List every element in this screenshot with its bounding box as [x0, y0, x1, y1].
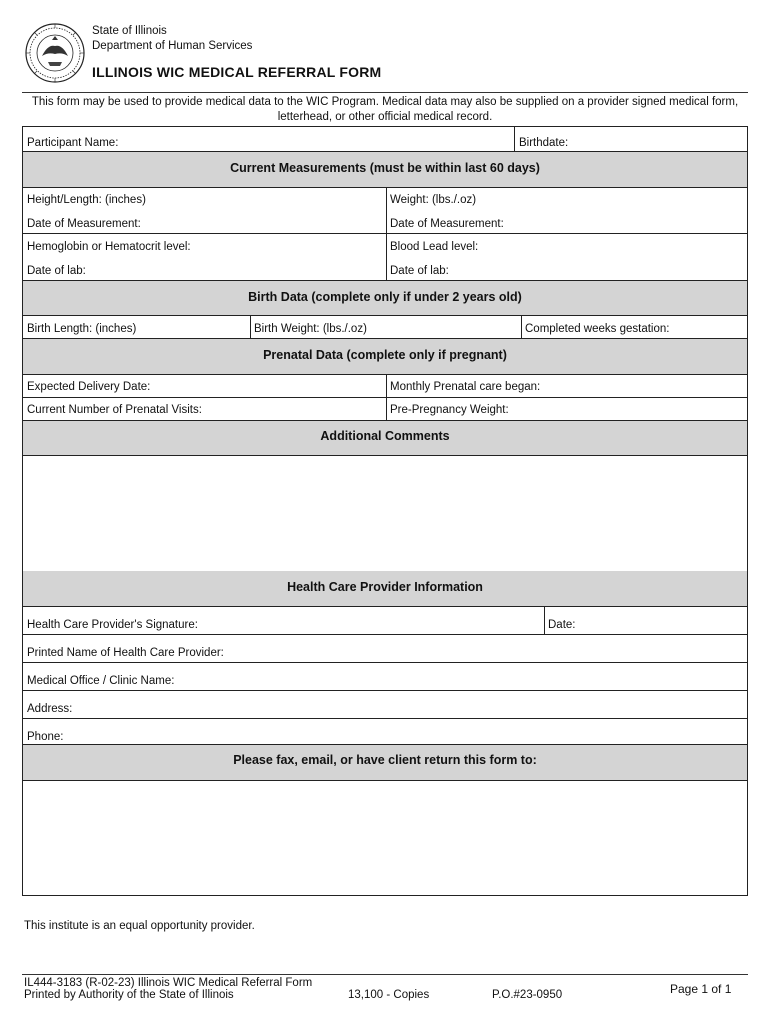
birth-data-heading [23, 280, 747, 316]
delivery-date-field[interactable] [23, 375, 385, 397]
clinic-name-label: Medical Office / Clinic Name: [27, 675, 175, 687]
lead-field[interactable] [387, 234, 747, 279]
gestation-field[interactable] [522, 316, 747, 338]
form-number: IL444-3183 (R-02-23) Illinois WIC Medical Referral Form [24, 977, 313, 989]
equal-opportunity-statement: This institute is an equal opportunity provider. [24, 920, 255, 932]
birth-length-field[interactable] [23, 316, 249, 338]
height-date-label: Date of Measurement: [27, 218, 141, 230]
weight-label: Weight: (lbs./.oz) [390, 194, 477, 206]
return-to-field[interactable] [23, 781, 747, 895]
weight-date-label: Date of Measurement: [390, 218, 504, 230]
prenatal-care-label: Monthly Prenatal care began: [390, 381, 541, 393]
prenatal-visits-field[interactable] [23, 398, 385, 420]
address-field[interactable] [23, 691, 747, 718]
return-to-heading-text: Please fax, email, or have client return this form to: [233, 753, 537, 767]
participant-name-field[interactable] [23, 127, 513, 151]
page-number: Page 1 of 1 [670, 982, 732, 996]
provider-date-label: Date: [548, 619, 576, 631]
agency-block [92, 24, 252, 54]
birth-weight-label: Birth Weight: (lbs./.oz) [254, 323, 367, 335]
phone-label: Phone: [27, 731, 64, 743]
weight-field[interactable] [387, 188, 747, 233]
provider-date-field[interactable] [545, 607, 747, 634]
current-measurements-heading-text: Current Measurements (must be within last 60 days) [230, 161, 540, 175]
prepregnancy-weight-field[interactable] [387, 398, 747, 420]
copies-count: 13,100 - Copies [348, 989, 430, 1001]
birth-length-label: Birth Length: (inches) [27, 323, 137, 335]
current-measurements-heading [23, 151, 747, 188]
provider-signature-label: Health Care Provider's Signature: [27, 619, 198, 631]
prepregnancy-weight-label: Pre-Pregnancy Weight: [390, 404, 509, 416]
additional-comments-field[interactable] [23, 456, 747, 571]
form-title: ILLINOIS WIC MEDICAL REFERRAL FORM [92, 64, 382, 80]
header-divider [22, 92, 748, 93]
height-label: Height/Length: (inches) [27, 194, 146, 206]
referral-form-table [22, 126, 748, 896]
printed-name-field[interactable] [23, 635, 747, 662]
hemoglobin-label: Hemoglobin or Hematocrit level: [27, 241, 191, 253]
lead-date-label: Date of lab: [390, 265, 449, 277]
delivery-date-label: Expected Delivery Date: [27, 381, 151, 393]
return-to-heading [23, 744, 747, 781]
printed-name-label: Printed Name of Health Care Provider: [27, 647, 224, 659]
provider-info-heading [23, 571, 747, 607]
birthdate-field[interactable] [515, 127, 747, 151]
participant-name-label: Participant Name: [27, 137, 119, 149]
state-name: State of Illinois [92, 25, 167, 37]
hemoglobin-field[interactable] [23, 234, 385, 279]
hemoglobin-date-label: Date of lab: [27, 265, 86, 277]
provider-signature-field[interactable] [23, 607, 543, 634]
prenatal-data-heading [23, 338, 747, 375]
birthdate-label: Birthdate: [519, 137, 569, 149]
intro-text: This form may be used to provide medical data to the WIC Program. Medical data may also be supplied on a provider signed medical form, letterhead, or other official medical record. [31, 96, 739, 123]
department-name: Department of Human Services [92, 40, 253, 52]
provider-info-heading-text: Health Care Provider Information [287, 580, 483, 594]
address-label: Address: [27, 703, 73, 715]
lead-label: Blood Lead level: [390, 241, 479, 253]
footer-divider [22, 974, 748, 975]
height-field[interactable] [23, 188, 385, 233]
birth-weight-field[interactable] [251, 316, 520, 338]
additional-comments-heading-text: Additional Comments [320, 429, 450, 443]
phone-field[interactable] [23, 719, 747, 744]
additional-comments-heading [23, 420, 747, 456]
birth-data-heading-text: Birth Data (complete only if under 2 years old) [248, 290, 522, 304]
state-seal-image [24, 22, 86, 84]
clinic-name-field[interactable] [23, 663, 747, 690]
prenatal-data-heading-text: Prenatal Data (complete only if pregnant) [263, 348, 507, 362]
printed-by: Printed by Authority of the State of Illinois [24, 989, 234, 1001]
prenatal-care-field[interactable] [387, 375, 747, 397]
po-number: P.O.#23-0950 [492, 989, 563, 1001]
gestation-label: Completed weeks gestation: [525, 323, 670, 335]
prenatal-visits-label: Current Number of Prenatal Visits: [27, 404, 202, 416]
